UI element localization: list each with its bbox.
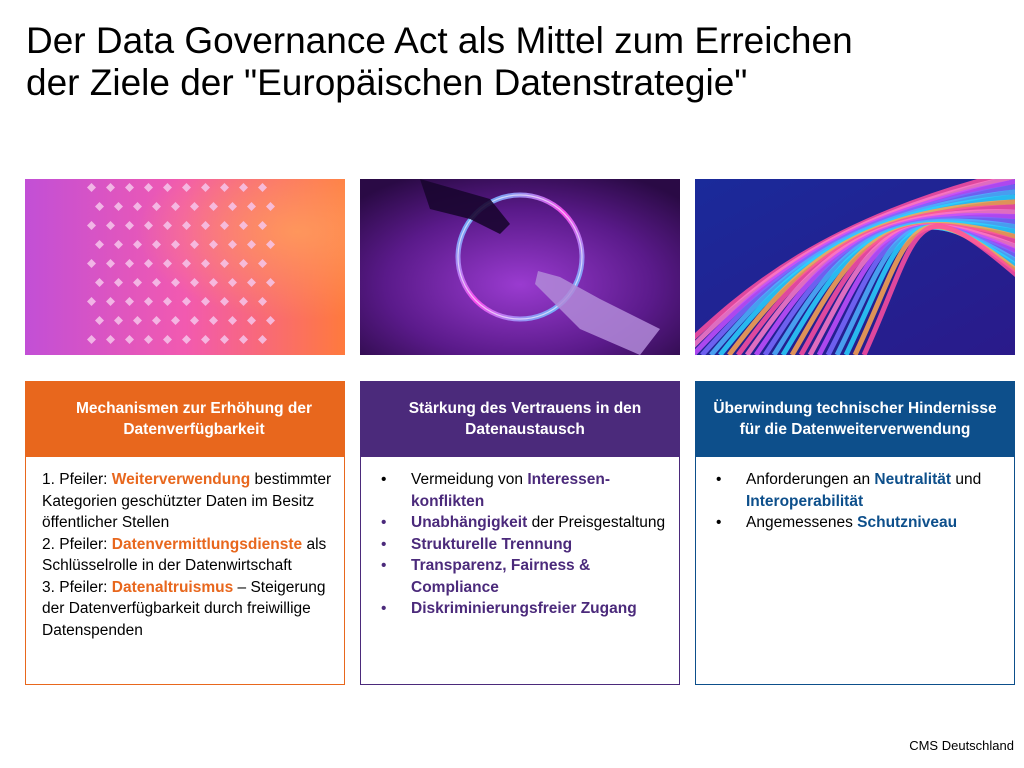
item-text: Angemessenes xyxy=(746,514,858,531)
pink-cubes-image xyxy=(25,179,345,355)
card-3-heading: Überwindung technischer Hindernisse für die Datenweiterverwendung xyxy=(695,381,1015,457)
slide-title xyxy=(26,20,1006,104)
pillar-3 xyxy=(42,577,334,642)
pillar-3-text: – Steigerung der Datenverfügbarkeit durch freiwillige Datenspenden xyxy=(42,578,326,639)
pillar-2 xyxy=(42,534,334,577)
list-item xyxy=(377,512,669,534)
card-datenverfuegbarkeit xyxy=(25,381,345,685)
pillar-1-label: 1. Pfeiler: xyxy=(42,471,112,488)
swirl-graphic xyxy=(695,179,1015,355)
list-item xyxy=(377,555,669,598)
item-keyword: Schutzniveau xyxy=(857,514,958,531)
list-item xyxy=(712,512,1004,534)
pillar-3-label: 3. Pfeiler: xyxy=(42,578,112,596)
pillar-1-text: bestimmter Kategorien geschützter Daten im Besitz öffentlicher Stellen xyxy=(42,471,332,531)
item-text: der Preisgestaltung xyxy=(527,514,666,531)
pillar-2-label: 2. Pfeiler: xyxy=(42,535,112,553)
item-text: Vermeidung von xyxy=(411,471,528,488)
hands-ring-graphic xyxy=(360,179,680,355)
colorful-swirl-image xyxy=(695,179,1015,355)
item-keyword: Strukturelle Trennung xyxy=(411,535,573,553)
item-keyword: Interessen-konflikten xyxy=(411,471,611,510)
card-1-heading: Mechanismen zur Erhöhung der Datenverfügbarkeit xyxy=(25,381,345,457)
hands-neon-ring-image xyxy=(360,179,680,355)
item-text: Anforderungen an xyxy=(746,471,875,488)
item-keyword: Unabhängigkeit xyxy=(411,514,528,531)
footer-company: CMS Deutschland xyxy=(909,738,1014,753)
item-keyword: Diskriminierungsfreier Zugang xyxy=(411,600,637,617)
item-keyword: Neutralität xyxy=(874,471,952,488)
card-vertrauen xyxy=(360,381,680,685)
technical-list xyxy=(712,469,1004,534)
list-item xyxy=(377,598,669,620)
pink-cubes-graphic xyxy=(25,179,345,355)
list-item xyxy=(377,469,669,512)
trust-list xyxy=(377,469,669,620)
item-text: und xyxy=(951,471,982,488)
pillar-2-text: als Schlüsselrolle in der Datenwirtschaft xyxy=(42,535,327,574)
item-keyword: Interoperabilität xyxy=(746,492,864,510)
title-line-1: Der Data Governance Act als Mittel zum Erreichen xyxy=(26,20,853,61)
pillar-3-keyword: Datenaltruismus xyxy=(111,578,234,596)
card-1-body xyxy=(25,457,345,685)
list-item xyxy=(377,534,669,556)
card-technische-hindernisse xyxy=(695,381,1015,685)
pillar-2-keyword: Datenvermittlungsdienste xyxy=(111,535,303,553)
title-line-2: der Ziele der "Europäischen Datenstrategie" xyxy=(26,62,748,103)
pillar-1 xyxy=(42,469,334,534)
card-3-body xyxy=(695,457,1015,685)
card-2-body xyxy=(360,457,680,685)
pillar-1-keyword: Weiterverwendung xyxy=(111,471,251,488)
card-2-heading: Stärkung des Vertrauens in den Datenaustausch xyxy=(360,381,680,457)
list-item xyxy=(712,469,1004,512)
item-keyword: Transparenz, Fairness & Compliance xyxy=(411,557,591,596)
